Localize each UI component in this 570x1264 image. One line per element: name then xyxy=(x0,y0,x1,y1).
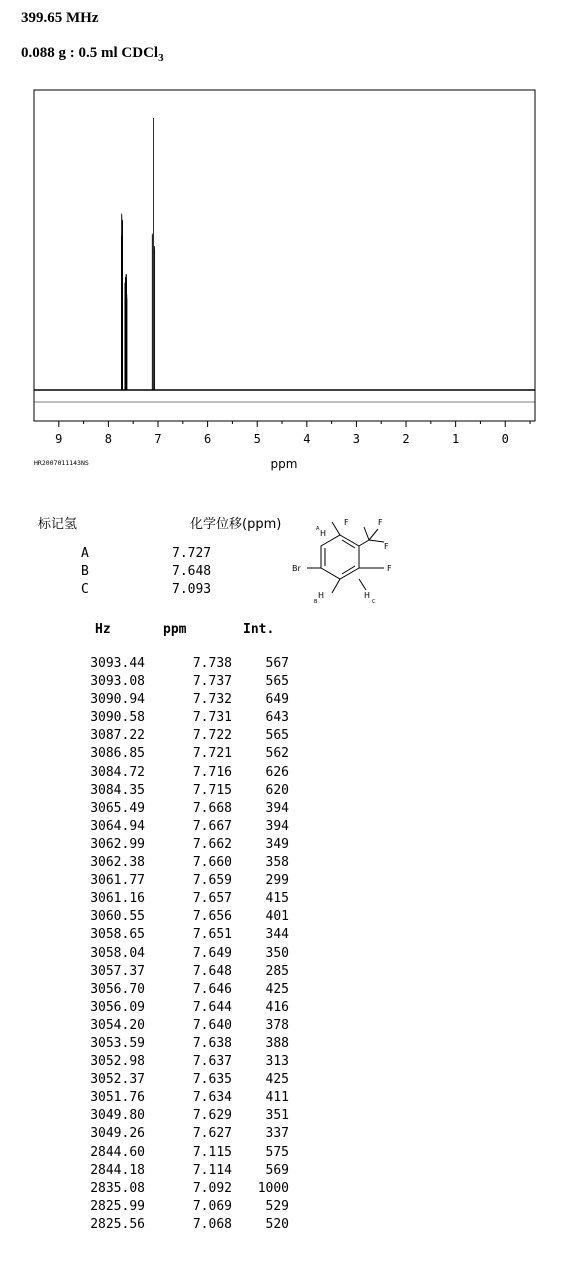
peak-intensity: 415 xyxy=(265,891,289,907)
hydrogen-atom: H xyxy=(320,529,327,538)
assignment-shift: 7.093 xyxy=(172,582,212,597)
peak-ppm: 7.068 xyxy=(192,1216,232,1232)
peak-intensity: 299 xyxy=(265,873,289,889)
x-tick-label: 5 xyxy=(253,432,261,446)
peak-ppm: 7.667 xyxy=(192,818,232,834)
peak-ppm: 7.660 xyxy=(192,855,232,871)
peak-intensity: 349 xyxy=(265,836,289,852)
peak-hz: 2844.60 xyxy=(90,1144,145,1160)
peak-hz: 3084.72 xyxy=(90,764,145,780)
peak-hz: 3056.70 xyxy=(90,981,145,997)
hydrogen-atom: H xyxy=(318,591,325,600)
peak-table xyxy=(0,656,320,1235)
x-tick-label: 9 xyxy=(55,432,63,446)
peak-ppm: 7.644 xyxy=(192,999,232,1015)
assignment-label: A xyxy=(81,546,89,561)
peak-hz: 3053.59 xyxy=(90,1035,145,1051)
x-tick-label: 2 xyxy=(402,432,410,446)
hydrogen-tag: B xyxy=(314,599,318,605)
spectrum-code: HR2007011143NS xyxy=(34,459,89,467)
peak-intensity: 401 xyxy=(265,909,289,925)
peak-hz: 3058.04 xyxy=(90,945,145,961)
peak-hz: 3051.76 xyxy=(90,1090,145,1106)
table-row xyxy=(0,927,320,945)
table-row xyxy=(0,656,320,674)
peak-ppm: 7.649 xyxy=(192,945,232,961)
peak-ppm: 7.732 xyxy=(192,692,232,708)
peak-ppm: 7.737 xyxy=(192,674,232,690)
peak-hz: 3062.38 xyxy=(90,855,145,871)
peak-ppm: 7.722 xyxy=(192,728,232,744)
peak-intensity: 567 xyxy=(265,656,289,671)
table-row xyxy=(0,765,320,783)
peak-intensity: 285 xyxy=(265,963,289,979)
peak-header-int: Int. xyxy=(243,622,275,637)
x-axis-ticks xyxy=(55,421,530,446)
peak-intensity: 520 xyxy=(265,1216,289,1232)
table-row xyxy=(0,1126,320,1144)
peak-ppm: 7.738 xyxy=(192,656,232,671)
table-row xyxy=(0,982,320,1000)
x-tick-label: 6 xyxy=(203,432,212,446)
table-row xyxy=(0,1217,320,1235)
peak-ppm: 7.092 xyxy=(192,1180,232,1196)
table-row xyxy=(0,873,320,891)
peak-intensity: 394 xyxy=(265,800,289,816)
x-tick-label: 3 xyxy=(352,432,361,446)
peak-hz: 2825.99 xyxy=(90,1198,145,1214)
peak-intensity: 411 xyxy=(265,1090,289,1106)
peak-ppm: 7.659 xyxy=(192,873,232,889)
peak-intensity: 1000 xyxy=(257,1180,289,1196)
peak-ppm: 7.629 xyxy=(192,1108,232,1124)
peak-ppm: 7.716 xyxy=(192,764,232,780)
peak-ppm: 7.114 xyxy=(192,1162,232,1178)
peak-hz: 3057.37 xyxy=(90,963,145,979)
peak-ppm: 7.651 xyxy=(192,927,232,943)
peak-ppm: 7.715 xyxy=(192,782,232,798)
peak-ppm: 7.115 xyxy=(192,1144,232,1160)
peak-intensity: 565 xyxy=(265,674,289,690)
peak-ppm: 7.634 xyxy=(192,1090,232,1106)
assignment-label-header: 标记氢 xyxy=(38,517,78,532)
peak-hz: 3093.08 xyxy=(90,674,145,690)
table-row xyxy=(0,783,320,801)
assignment-shift-header: 化学位移(ppm) xyxy=(190,517,282,532)
table-row xyxy=(0,692,320,710)
peak-hz: 3087.22 xyxy=(90,728,145,744)
peak-ppm: 7.657 xyxy=(192,891,232,907)
peak-hz: 3084.35 xyxy=(90,782,145,798)
peak-intensity: 620 xyxy=(265,782,289,798)
peak-hz: 3060.55 xyxy=(90,909,145,925)
peak-intensity: 337 xyxy=(265,1126,289,1142)
table-row xyxy=(0,710,320,728)
fluorine-atom: F xyxy=(384,542,389,551)
fluorine-atom: F xyxy=(378,518,383,527)
peak-hz: 2825.56 xyxy=(90,1216,145,1232)
nmr-spectrum-chart xyxy=(0,0,570,480)
table-row xyxy=(0,1054,320,1072)
table-row xyxy=(0,1018,320,1036)
peak-hz: 3052.37 xyxy=(90,1072,145,1088)
peak-intensity: 569 xyxy=(265,1162,289,1178)
peak-ppm: 7.637 xyxy=(192,1054,232,1070)
sample-text: 0.088 g : 0.5 ml CDCl xyxy=(21,45,159,61)
peak-hz: 3058.65 xyxy=(90,927,145,943)
table-row xyxy=(0,964,320,982)
spectrum-trace xyxy=(34,118,535,390)
bromine-atom: Br xyxy=(292,564,301,573)
hydrogen-tag: A xyxy=(316,526,320,532)
fluorine-atom: F xyxy=(344,518,349,527)
peak-ppm: 7.648 xyxy=(192,963,232,979)
peak-hz: 3090.94 xyxy=(90,692,145,708)
table-row xyxy=(0,1163,320,1181)
peak-intensity: 378 xyxy=(265,1017,289,1033)
plot-frame xyxy=(34,90,535,421)
peak-header-ppm: ppm xyxy=(163,622,187,637)
peak-ppm: 7.640 xyxy=(192,1017,232,1033)
peak-ppm: 7.627 xyxy=(192,1126,232,1142)
peak-hz: 3086.85 xyxy=(90,746,145,762)
peak-intensity: 575 xyxy=(265,1144,289,1160)
table-row xyxy=(0,891,320,909)
x-tick-label: 8 xyxy=(104,432,113,446)
peak-ppm: 7.662 xyxy=(192,836,232,852)
peak-intensity: 388 xyxy=(265,1035,289,1051)
peak-intensity: 643 xyxy=(265,710,289,726)
table-row xyxy=(0,1090,320,1108)
peak-hz: 3065.49 xyxy=(90,800,145,816)
table-row xyxy=(0,855,320,873)
peak-hz: 3061.16 xyxy=(90,891,145,907)
peak-ppm: 7.069 xyxy=(192,1198,232,1214)
table-row xyxy=(0,946,320,964)
peak-hz: 2835.08 xyxy=(90,1180,145,1196)
peak-hz: 3049.80 xyxy=(90,1108,145,1124)
table-row xyxy=(0,909,320,927)
table-row xyxy=(0,1181,320,1199)
x-tick-label: 0 xyxy=(501,432,509,446)
assignment-shift: 7.648 xyxy=(172,564,212,579)
peak-ppm: 7.656 xyxy=(192,909,232,925)
table-row xyxy=(0,1199,320,1217)
assignment-shift: 7.727 xyxy=(172,546,212,561)
peak-hz: 3062.99 xyxy=(90,836,145,852)
peak-ppm: 7.646 xyxy=(192,981,232,997)
peak-hz: 3090.58 xyxy=(90,710,145,726)
peak-hz: 3049.26 xyxy=(90,1126,145,1142)
fluorine-atom: F xyxy=(387,564,392,573)
x-tick-label: 7 xyxy=(154,432,162,446)
table-row xyxy=(0,819,320,837)
peak-ppm: 7.721 xyxy=(192,746,232,762)
peak-hz: 3064.94 xyxy=(90,818,145,834)
peak-intensity: 351 xyxy=(265,1108,289,1124)
molecule-structure xyxy=(280,505,410,630)
table-row xyxy=(0,1108,320,1126)
peak-intensity: 562 xyxy=(265,746,289,762)
peak-ppm: 7.731 xyxy=(192,710,232,726)
table-row xyxy=(0,746,320,764)
peak-hz: 3061.77 xyxy=(90,873,145,889)
x-tick-label: 1 xyxy=(452,432,460,446)
peak-intensity: 565 xyxy=(265,728,289,744)
peak-intensity: 529 xyxy=(265,1198,289,1214)
benzene-ring xyxy=(307,522,384,593)
peak-ppm: 7.635 xyxy=(192,1072,232,1088)
peak-intensity: 350 xyxy=(265,945,289,961)
peak-hz: 3052.98 xyxy=(90,1054,145,1070)
assignment-label: B xyxy=(81,564,89,579)
assignment-label: C xyxy=(81,582,89,597)
sample-subscript: 3 xyxy=(158,52,164,64)
peak-intensity: 626 xyxy=(265,764,289,780)
peak-intensity: 649 xyxy=(265,692,289,708)
hydrogen-tag: C xyxy=(372,599,376,605)
peak-hz: 3054.20 xyxy=(90,1017,145,1033)
x-axis-label: ppm xyxy=(270,457,298,471)
peak-intensity: 344 xyxy=(265,927,289,943)
peak-header-hz: Hz xyxy=(95,622,111,637)
spectrometer-frequency: 399.65 MHz xyxy=(21,10,99,26)
peak-intensity: 425 xyxy=(265,1072,289,1088)
table-row xyxy=(0,1072,320,1090)
peak-hz: 3093.44 xyxy=(90,656,145,671)
table-row xyxy=(0,1036,320,1054)
peak-intensity: 425 xyxy=(265,981,289,997)
peak-hz: 2844.18 xyxy=(90,1162,145,1178)
table-row xyxy=(0,1000,320,1018)
peak-ppm: 7.638 xyxy=(192,1035,232,1051)
x-tick-label: 4 xyxy=(303,432,311,446)
table-row xyxy=(0,728,320,746)
peak-intensity: 358 xyxy=(265,855,289,871)
hydrogen-atom: H xyxy=(364,591,371,600)
table-row xyxy=(0,674,320,692)
table-row xyxy=(0,1145,320,1163)
peak-ppm: 7.668 xyxy=(192,800,232,816)
table-row xyxy=(0,801,320,819)
peak-intensity: 313 xyxy=(265,1054,289,1070)
peak-hz: 3056.09 xyxy=(90,999,145,1015)
peak-intensity: 416 xyxy=(265,999,289,1015)
table-row xyxy=(0,837,320,855)
peak-intensity: 394 xyxy=(265,818,289,834)
